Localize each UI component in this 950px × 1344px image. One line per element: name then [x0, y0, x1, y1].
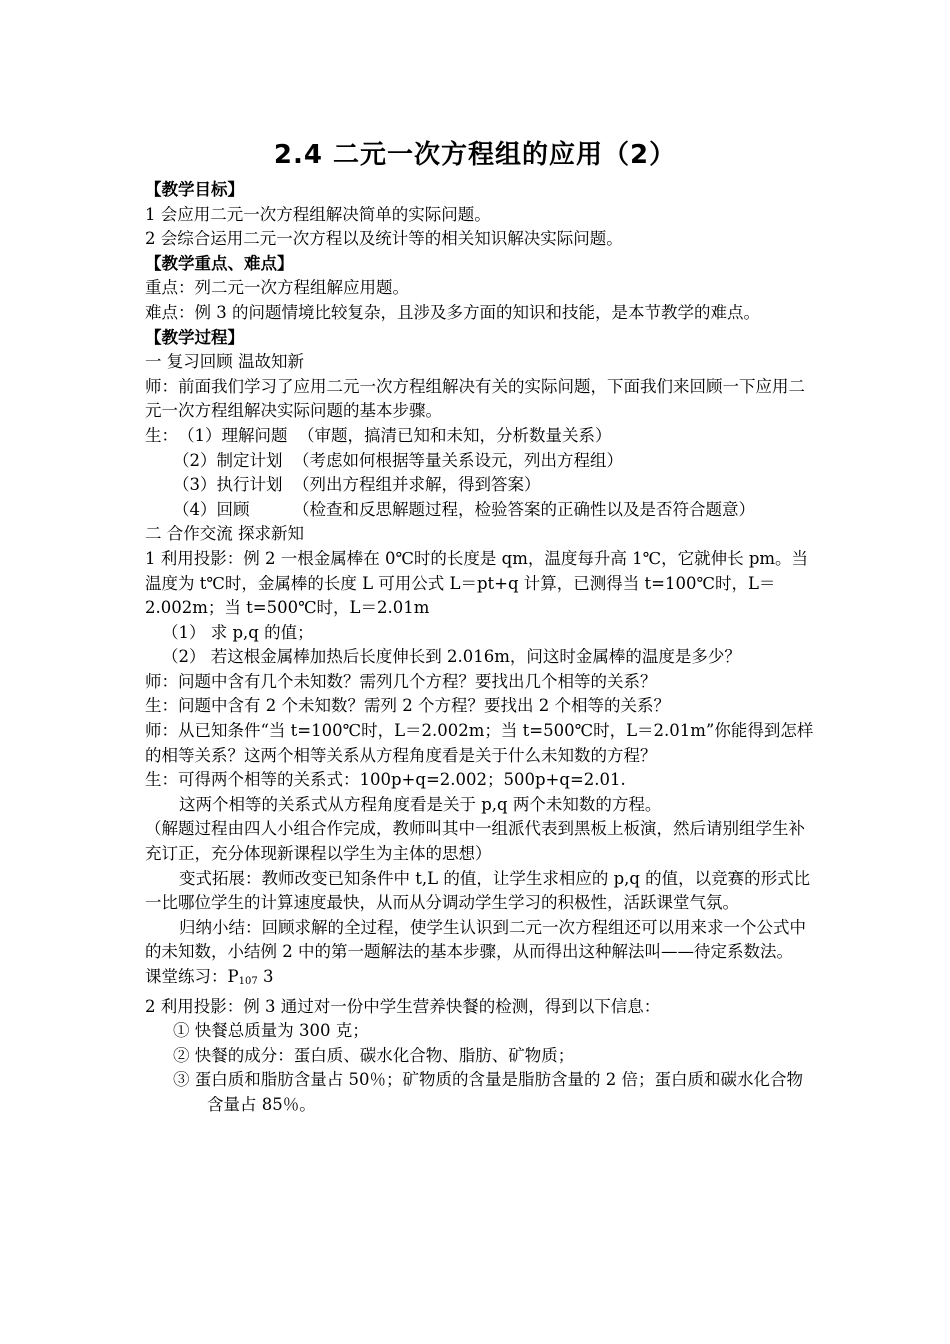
- part2-heading: 二 合作交流 探求新知: [145, 524, 304, 544]
- dialog-line: 生：可得两个相等的关系式：100p+q=2.002；500p+q=2.01.: [145, 770, 626, 790]
- teacher-line: 师：前面我们学习了应用二元一次方程组解决有关的实际问题，下面我们来回顾一下应用二元一次方程组解决实际问题的基本步骤。: [145, 376, 805, 421]
- conclusion-text: 这两个相等的关系式从方程角度看是关于 p,q 两个未知数的方程。: [179, 794, 662, 814]
- practice-prefix: 课堂练习：P: [145, 967, 239, 986]
- key-point: 重点：列二元一次方程组解应用题。: [145, 278, 409, 298]
- info-item: ① 快餐总质量为 300 克；: [173, 1021, 369, 1041]
- step-label: （3）执行计划: [173, 475, 283, 495]
- dialog-line: 师：从已知条件“当 t=100℃时，L＝2.002m；当 t=500℃时，L＝2.01m”你能得到怎样的相等关系？这两个相等关系从方程角度看是关于什么未知数的方程？: [145, 721, 814, 765]
- part1-heading: 一 复习回顾 温故知新: [145, 352, 304, 372]
- focus-heading: 【教学重点、难点】: [145, 253, 294, 273]
- example3-text: 2 利用投影：例 3 通过对一份中学生营养快餐的检测，得到以下信息：: [145, 996, 661, 1016]
- objectives-heading-text: 【教学目标】: [145, 180, 244, 199]
- question-2: （2） 若这根金属棒加热后长度伸长到 2.016m，问这时金属棒的温度是多少？: [162, 647, 741, 667]
- document-body: [145, 178, 817, 1118]
- info-item: ② 快餐的成分：蛋白质、碳水化合物、脂肪、矿物质；: [173, 1045, 575, 1065]
- practice-line: [145, 965, 817, 995]
- objectives-heading: [145, 178, 817, 203]
- step-desc: （审题，搞清已知和未知，分析数量关系）: [298, 425, 612, 445]
- question-1: （1） 求 p,q 的值；: [162, 622, 314, 642]
- step-item: [145, 473, 817, 498]
- page-title: 2.4 二元一次方程组的应用（2）: [273, 140, 677, 170]
- example2-text: 1 利用投影：例 2 一根金属棒在 0℃时的长度是 qm，温度每升高 1℃，它就伸长 pm。当温度为 t℃时，金属棒的长度 L 可用公式 L＝pt+q 计算，已测得当 t=100℃时，L＝2.002m；当 t=500℃时，L＝2.01m: [145, 548, 809, 618]
- step-item: [145, 449, 817, 474]
- practice-page: 107: [238, 976, 258, 987]
- dialog-line: 师：问题中含有几个未知数？需列几个方程？要找出几个相等的关系？: [145, 671, 657, 691]
- objective-item: 2 会综合运用二元一次方程以及统计等的相关知识解决实际问题。: [145, 229, 623, 249]
- practice-number: 3: [257, 967, 274, 986]
- step-item: [145, 424, 817, 449]
- difficulty-point: 难点：例 3 的问题情境比较复杂，且涉及多方面的知识和技能，是本节教学的难点。: [145, 302, 760, 322]
- step-desc: （考虑如何根据等量关系设元，列出方程组）: [293, 450, 623, 470]
- step-label: （1）理解问题: [178, 425, 288, 445]
- step-label: （4）回顾: [173, 499, 250, 519]
- step-desc: （检查和反思解题过程，检验答案的正确性以及是否符合题意）: [293, 499, 755, 519]
- objective-item: 1 会应用二元一次方程组解决简单的实际问题。: [145, 204, 491, 224]
- student-prefix: 生：: [145, 425, 178, 445]
- note-text: （解题过程由四人小组合作完成，教师叫其中一组派代表到黑板上板演，然后请别组学生补充订正，充分体现新课程以学生为主体的思想）: [145, 819, 805, 864]
- dialog-line: 生：问题中含有 2 个未知数？需列 2 个方程？要找出 2 个相等的关系？: [145, 696, 670, 716]
- step-desc: （列出方程组并求解，得到答案）: [293, 475, 541, 495]
- step-item: [145, 498, 817, 523]
- summary-text: 归纳小结：回顾求解的全过程，使学生认识到二元一次方程组还可以用来求一个公式中的未知数，小结例 2 中的第一题解法的基本步骤，从而得出这种解法叫——待定系数法。: [145, 917, 806, 962]
- variation-text: 变式拓展：教师改变已知条件中 t,L 的值，让学生求相应的 p,q 的值，以竞赛的形式比一比哪位学生的计算速度最快，从而从分调动学生学习的积极性，活跃课堂气氛。: [145, 868, 811, 913]
- process-heading: 【教学过程】: [145, 327, 244, 347]
- step-label: （2）制定计划: [173, 450, 283, 470]
- info-item: ③ 蛋白质和脂肪含量占 50％；矿物质的含量是脂肪含量的 2 倍；蛋白质和碳水化合物含量占 85％。: [173, 1070, 803, 1114]
